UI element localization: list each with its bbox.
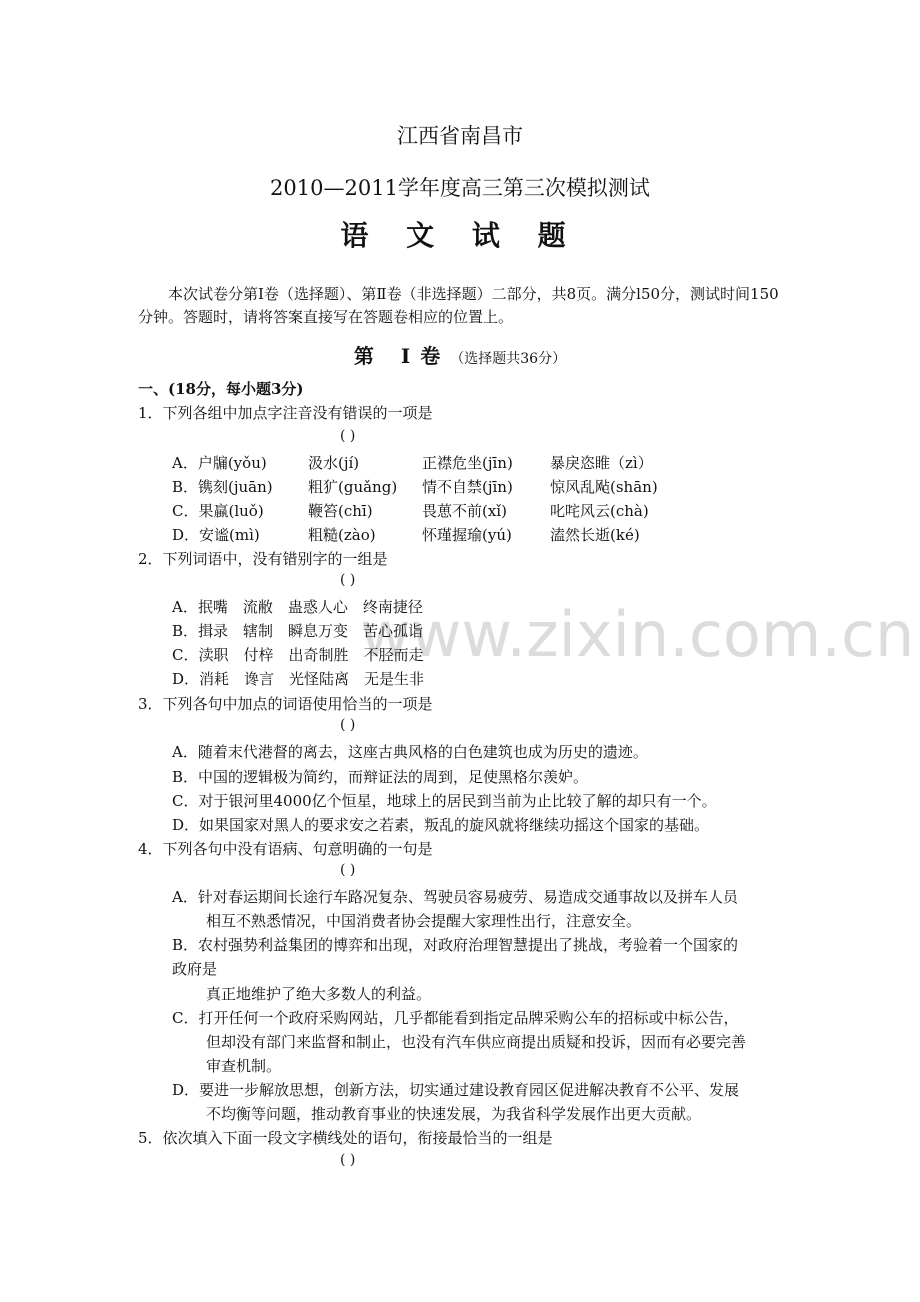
q4-option-c-line2: 但却没有部门来监督和制止，也没有汽车供应商提出质疑和投诉，因而有必要完善 bbox=[206, 1033, 747, 1051]
q4-option-a-line1: A．针对春运期间长途行车路况复杂、驾驶员容易疲劳、易造成交通事故以及拼车人员 bbox=[172, 888, 738, 906]
q1-d-1: D．安谧(mì) bbox=[172, 526, 260, 544]
q4-option-a-line2: 相互不熟悉情况，中国消费者协会提醒大家理性出行，注意安全。 bbox=[206, 912, 642, 930]
q3-option-c: C．对于银河里4000亿个恒星，地球上的居民到当前为止比较了解的却只有一个。 bbox=[172, 792, 717, 810]
q4-option-d-line1: D．要进一步解放思想，创新方法，切实通过建设教育园区促进解决教育不公平、发展 bbox=[172, 1081, 740, 1099]
q1-d-2: 粗糙(zào) bbox=[308, 526, 376, 544]
part-heading: 一、(18分，每小题3分) bbox=[138, 380, 304, 398]
q1-d-3: 怀瑾握瑜(yú) bbox=[422, 526, 512, 544]
section-subtitle: （选择题共36分） bbox=[450, 351, 567, 367]
q4-option-b-line2: 政府是 bbox=[172, 960, 218, 978]
q3-option-a: A．随着末代港督的离去，这座古典风格的白色建筑也成为历史的遗迹。 bbox=[172, 743, 648, 761]
q1-b-2: 粗犷(guǎng) bbox=[308, 478, 398, 496]
q1-c-1: C．果蠃(luǒ) bbox=[172, 502, 264, 520]
q1-c-4: 叱咤风云(chà) bbox=[550, 502, 649, 520]
q4-option-b-line3: 真正地维护了绝大多数人的利益。 bbox=[206, 985, 432, 1003]
section-heading bbox=[0, 340, 920, 369]
q5-stem: 5．依次填入下面一段文字横线处的语句，衔接最恰当的一组是 bbox=[138, 1129, 553, 1147]
section-title: 第 Ⅰ卷 bbox=[353, 344, 451, 368]
exam-title: 2010—2011学年度高三第三次模拟测试 bbox=[270, 176, 650, 200]
q2-option-d: D．消耗 谗言 光怪陆离 无是生非 bbox=[172, 670, 425, 688]
q4-option-c-line3: 审查机制。 bbox=[206, 1057, 282, 1075]
q1-b-4: 惊风乱飐(shān) bbox=[550, 478, 658, 496]
region-title: 江西省南昌市 bbox=[397, 124, 523, 148]
q3-answer-paren: ( ) bbox=[340, 717, 356, 733]
q1-d-4: 溘然长逝(ké) bbox=[550, 526, 640, 544]
q2-option-c: C．渎职 付梓 出奇制胜 不胫而走 bbox=[172, 646, 424, 664]
q1-stem: 1．下列各组中加点字注音没有错误的一项是 bbox=[138, 404, 433, 422]
q4-stem: 4．下列各句中没有语病、句意明确的一句是 bbox=[138, 840, 433, 858]
q5-answer-paren: ( ) bbox=[340, 1152, 356, 1168]
q1-answer-paren: ( ) bbox=[340, 428, 356, 444]
q3-stem: 3．下列各句中加点的词语使用恰当的一项是 bbox=[138, 695, 433, 713]
q1-a-2: 汲水(jí) bbox=[308, 454, 360, 472]
q2-option-a: A．抿嘴 流敝 蛊惑人心 终南捷径 bbox=[172, 598, 423, 616]
q4-option-c-line1: C．打开任何一个政府采购网站，几乎都能看到指定品牌采购公车的招标或中标公告， bbox=[172, 1009, 739, 1027]
subject-title: 语 文 试 题 bbox=[340, 219, 580, 252]
intro-paragraph: 本次试卷分第Ⅰ卷（选择题）、第Ⅱ卷（非选择题）二部分，共8页。满分l50分，测试时间150分钟。答题时，请将答案直接写在答题卷相应的位置上。 bbox=[138, 285, 779, 326]
q1-c-3: 畏葸不前(xǐ) bbox=[422, 502, 507, 520]
q1-c-2: 鞭笞(chī) bbox=[308, 502, 373, 520]
q4-answer-paren: ( ) bbox=[340, 862, 356, 878]
q3-option-b: B．中国的逻辑极为简约，而辩证法的周到，足使黑格尔羡妒。 bbox=[172, 768, 589, 786]
q1-a-4: 暴戾恣睢（zì） bbox=[550, 454, 653, 472]
q2-stem: 2．下列词语中，没有错别字的一组是 bbox=[138, 550, 388, 568]
q4-option-d-line2: 不均衡等问题，推动教育事业的快速发展，为我省科学发展作出更大贡献。 bbox=[206, 1105, 702, 1123]
q1-a-1: A．户牖(yǒu) bbox=[172, 454, 267, 472]
q2-option-b: B．揖录 辖制 瞬息万变 苦心孤诣 bbox=[172, 622, 424, 640]
watermark: www.zixin.com.cn bbox=[360, 598, 915, 671]
q1-b-3: 情不自禁(jīn) bbox=[422, 478, 513, 496]
q3-option-d: D．如果国家对黑人的要求安之若素，叛乱的旋风就将继续功摇这个国家的基础。 bbox=[172, 816, 710, 834]
q4-option-b-line1: B．农村强势利益集团的博弈和出现，对政府治理智慧提出了挑战，考验着一个国家的 bbox=[172, 936, 739, 954]
q1-b-1: B．镌刻(juān) bbox=[172, 478, 273, 496]
q2-answer-paren: ( ) bbox=[340, 572, 356, 588]
q1-a-3: 正襟危坐(jīn) bbox=[422, 454, 513, 472]
